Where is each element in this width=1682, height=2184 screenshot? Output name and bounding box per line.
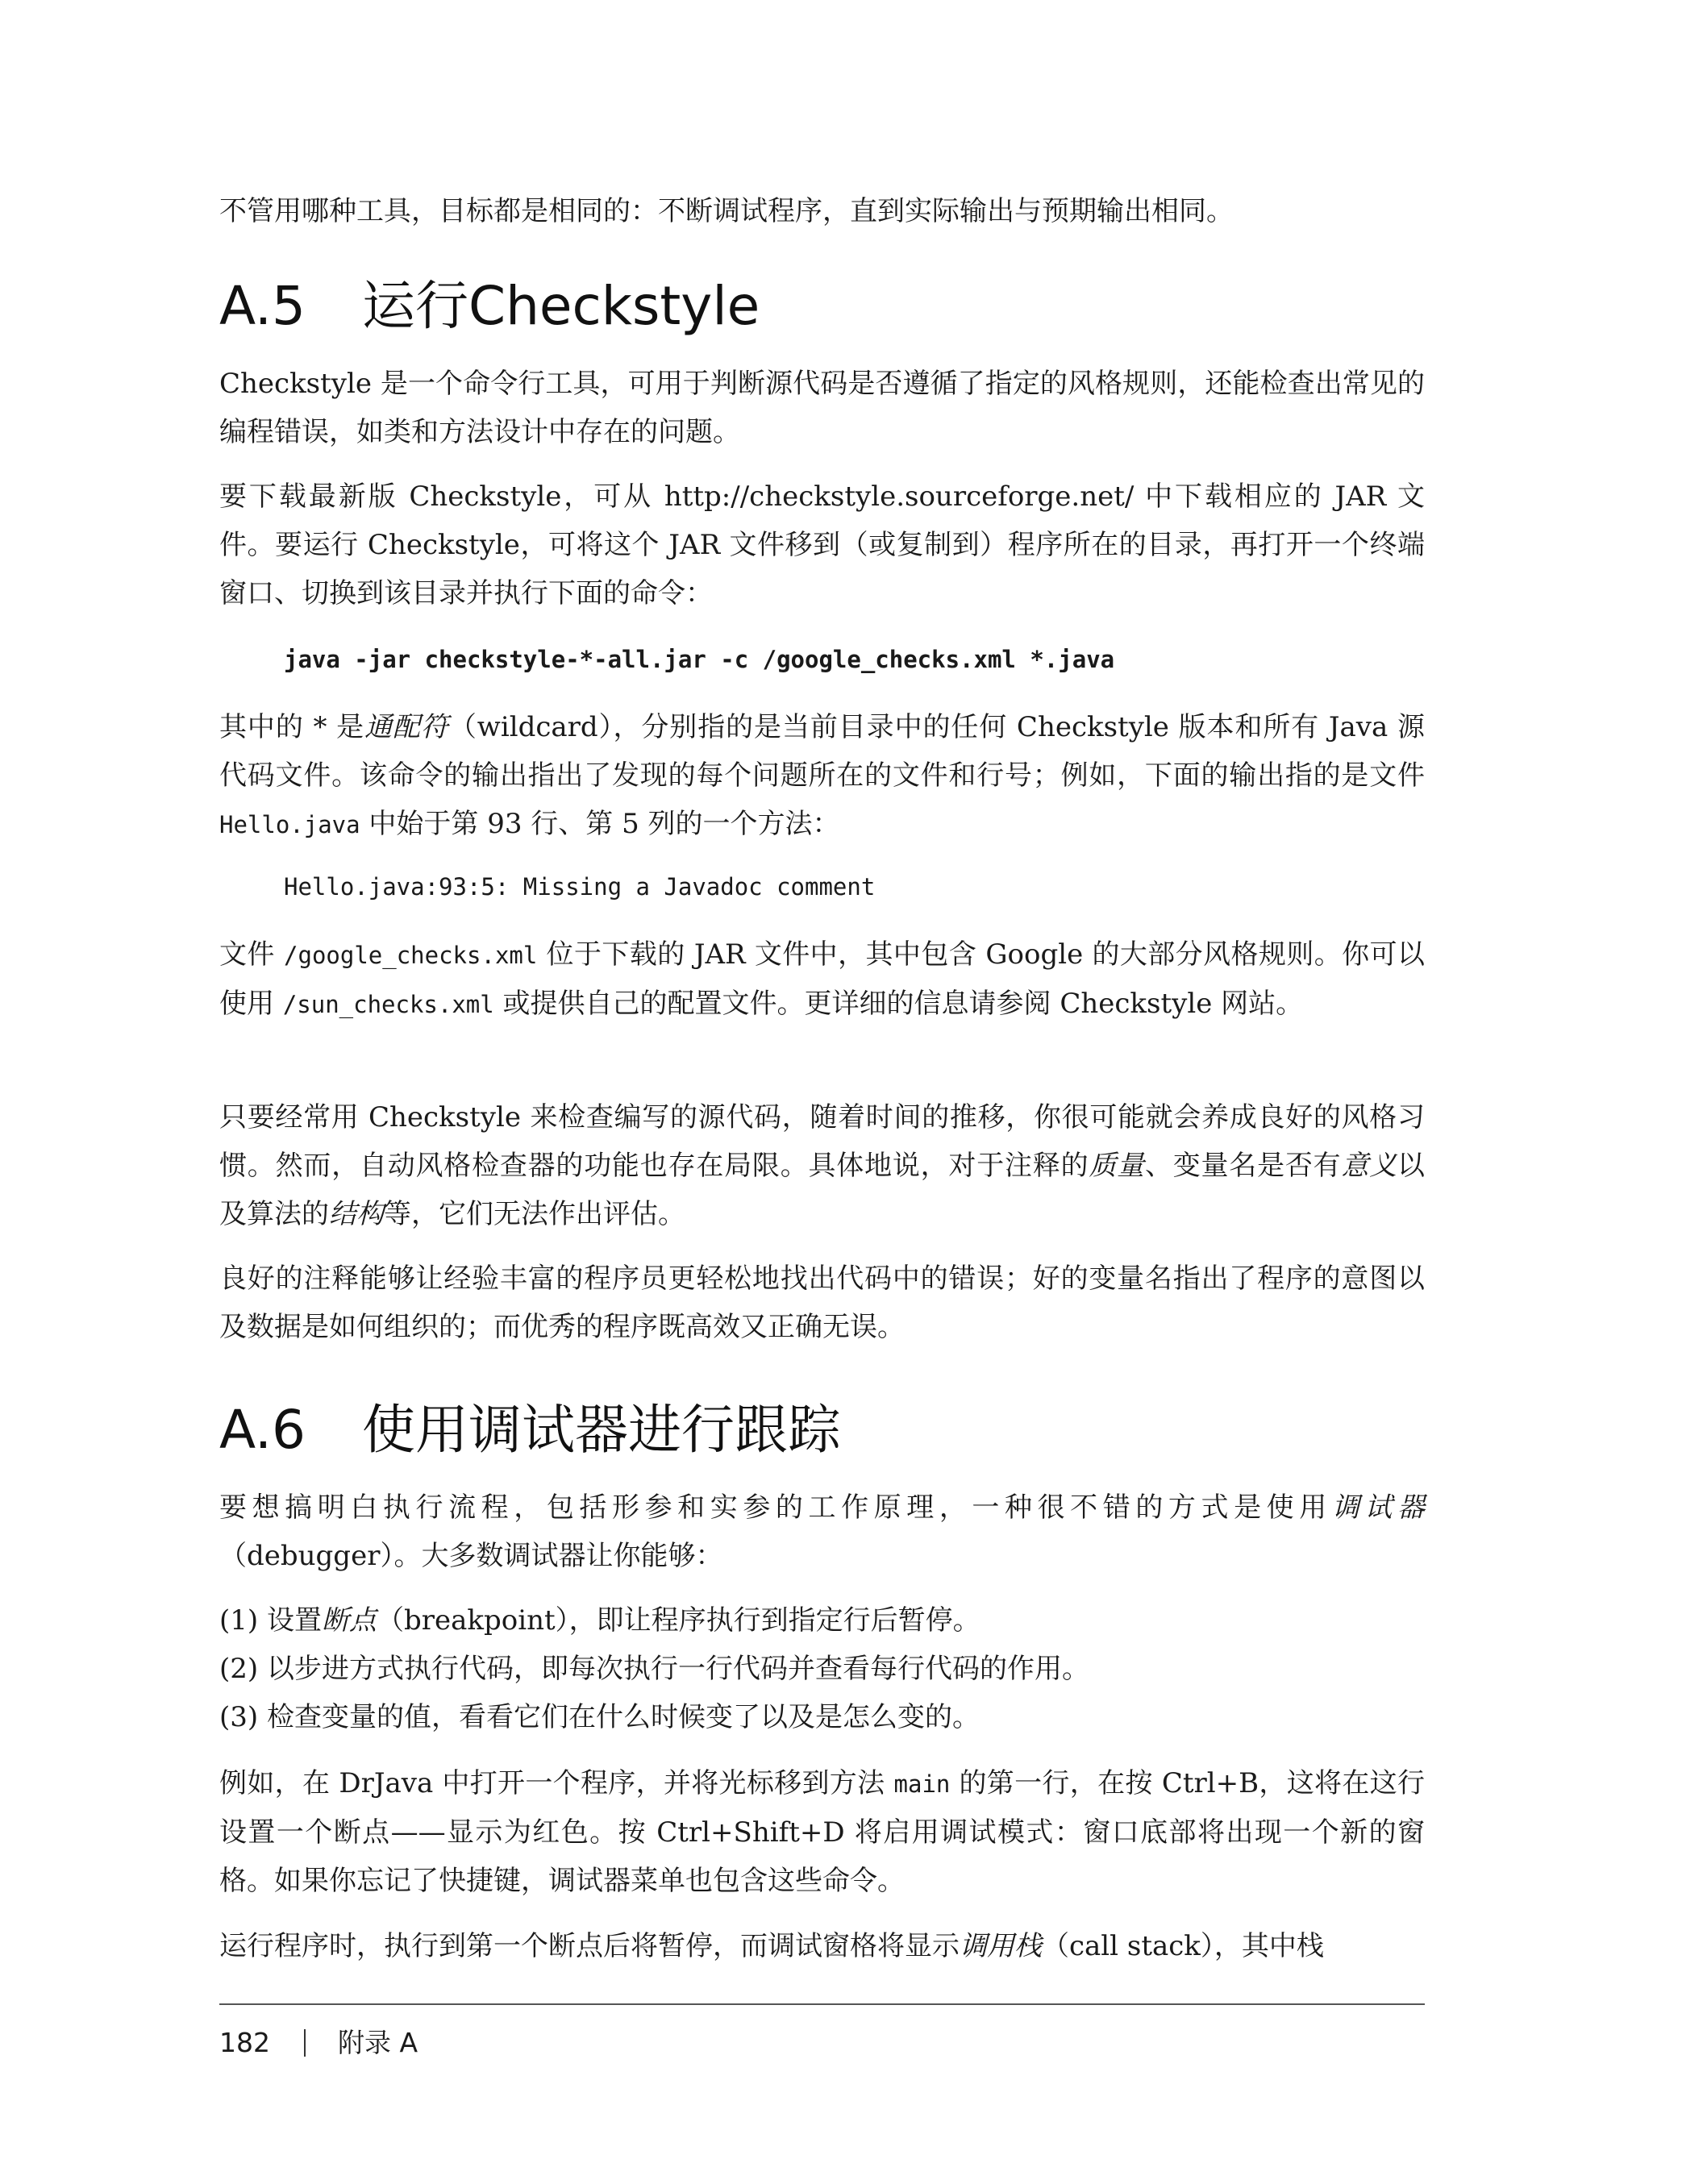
paragraph xyxy=(219,1483,1425,1580)
section-title: 使用调试器进行跟踪 xyxy=(362,1399,841,1461)
paragraph: Checkstyle 是一个命令行工具，可用于判断源代码是否遵循了指定的风格规则，还能检查出常见的编程错误，如类和方法设计中存在的问题。 xyxy=(219,368,1425,448)
text-run: （call stack），其中栈 xyxy=(1042,1930,1324,1962)
footer-section: 附录 A xyxy=(338,2027,418,2058)
page-footer xyxy=(219,2025,418,2061)
command-code-block: java -jar checkstyle-*-all.jar -c /google_checks.xml *.java xyxy=(284,646,1115,673)
list-item xyxy=(219,1596,1425,1645)
text-run: 、变量名是否有 xyxy=(1144,1150,1342,1182)
paragraph xyxy=(219,1093,1425,1238)
emphasis-text: 意义 xyxy=(1341,1150,1398,1182)
paragraph: 要下载最新版 Checkstyle，可从 http://checkstyle.sourceforge.net/ 中下载相应的 JAR 文件。要运行 Checkstyle，可将这个 JAR 文件移到（或复制到）程序所在的目录，再打开一个终端窗口、切换到该目录并执行下面的命令： xyxy=(219,480,1425,609)
output-code-block: Hello.java:93:5: Missing a Javadoc comment xyxy=(284,873,876,901)
inline-code: /google_checks.xml xyxy=(284,942,538,969)
emphasis-text: 调试器 xyxy=(1331,1491,1426,1524)
footer-separator xyxy=(304,2029,306,2057)
text-run: 以及算法的 xyxy=(219,1150,1426,1230)
inline-code: /sun_checks.xml xyxy=(282,991,494,1018)
list-item: (2) 以步进方式执行代码，即每次执行一行代码并查看每行代码的作用。 xyxy=(219,1653,1089,1685)
inline-code: main xyxy=(893,1770,951,1798)
text-run: （wildcard），分别指的是当前目录中的任何 Checkstyle 版本和所有 Java 源代码文件。该命令的输出指出了发现的每个问题所在的文件和行号；例如，下面的输出指的是文件 xyxy=(219,711,1426,792)
text-run: 中始于第 93 行、第 5 列的一个方法： xyxy=(360,808,840,840)
paragraph xyxy=(219,930,1425,1029)
footer-rule xyxy=(219,2003,1425,2005)
text-run: 要想搞明白执行流程，包括形参和实参的工作原理，一种很不错的方式是使用 xyxy=(219,1491,1332,1524)
section-title: 运行Checkstyle xyxy=(362,275,760,337)
text-run: (1) 设置 xyxy=(219,1604,322,1637)
inline-code: Hello.java xyxy=(219,811,360,838)
emphasis-text: 通配符 xyxy=(364,711,449,743)
paragraph xyxy=(219,703,1425,849)
emphasis-text: 断点 xyxy=(321,1604,377,1637)
text-run: 文件 xyxy=(219,938,285,971)
text-run: 其中的 * 是 xyxy=(219,711,365,743)
section-heading-a5 xyxy=(219,274,760,339)
numbered-list xyxy=(219,1596,1425,1741)
section-heading-a6 xyxy=(219,1398,841,1462)
text-run: 位于下载的 JAR 文件中，其中包含 Google 的大部分风格规则。你可以使用 xyxy=(219,938,1425,1020)
intro-paragraph: 不管用哪种工具，目标都是相同的：不断调试程序，直到实际输出与预期输出相同。 xyxy=(219,195,1234,227)
list-item: (3) 检查变量的值，看看它们在什么时候变了以及是怎么变的。 xyxy=(219,1701,980,1733)
text-run: 的第一行，在按 Ctrl+B，这将在这行设置一个断点——显示为红色。按 Ctrl+Shift+D 将启用调试模式：窗口底部将出现一个新的窗格。如果你忘记了快捷键，调试器菜单也包含这些命令。 xyxy=(219,1767,1425,1897)
page xyxy=(219,0,1425,2184)
emphasis-text: 结构 xyxy=(329,1198,384,1230)
text-run: （breakpoint），即让程序执行到指定行后暂停。 xyxy=(376,1604,980,1637)
emphasis-text: 调用栈 xyxy=(960,1930,1042,1962)
paragraph: 良好的注释能够让经验丰富的程序员更轻松地找出代码中的错误；好的变量名指出了程序的意图以及数据是如何组织的；而优秀的程序既高效又正确无误。 xyxy=(219,1263,1425,1343)
text-run: 例如，在 DrJava 中打开一个程序，并将光标移到方法 xyxy=(219,1767,894,1799)
emphasis-text: 质量 xyxy=(1089,1150,1145,1182)
paragraph xyxy=(219,1759,1425,1905)
text-run: （debugger）。大多数调试器让你能够： xyxy=(219,1540,723,1572)
paragraph xyxy=(219,1922,1425,1970)
text-run: 等，它们无法作出评估。 xyxy=(384,1198,685,1230)
section-number: A.6 xyxy=(219,1399,306,1461)
text-run: 只要经常用 Checkstyle 来检查编写的源代码，随着时间的推移，你很可能就会养成良好的风格习惯。然而，自动风格检查器的功能也存在局限。具体地说，对于注释的 xyxy=(219,1101,1425,1182)
section-number: A.5 xyxy=(219,275,306,337)
text-run: 运行程序时，执行到第一个断点后将暂停，而调试窗格将显示 xyxy=(219,1930,960,1962)
page-number: 182 xyxy=(219,2027,270,2058)
text-run: 或提供自己的配置文件。更详细的信息请参阅 Checkstyle 网站。 xyxy=(493,988,1304,1020)
